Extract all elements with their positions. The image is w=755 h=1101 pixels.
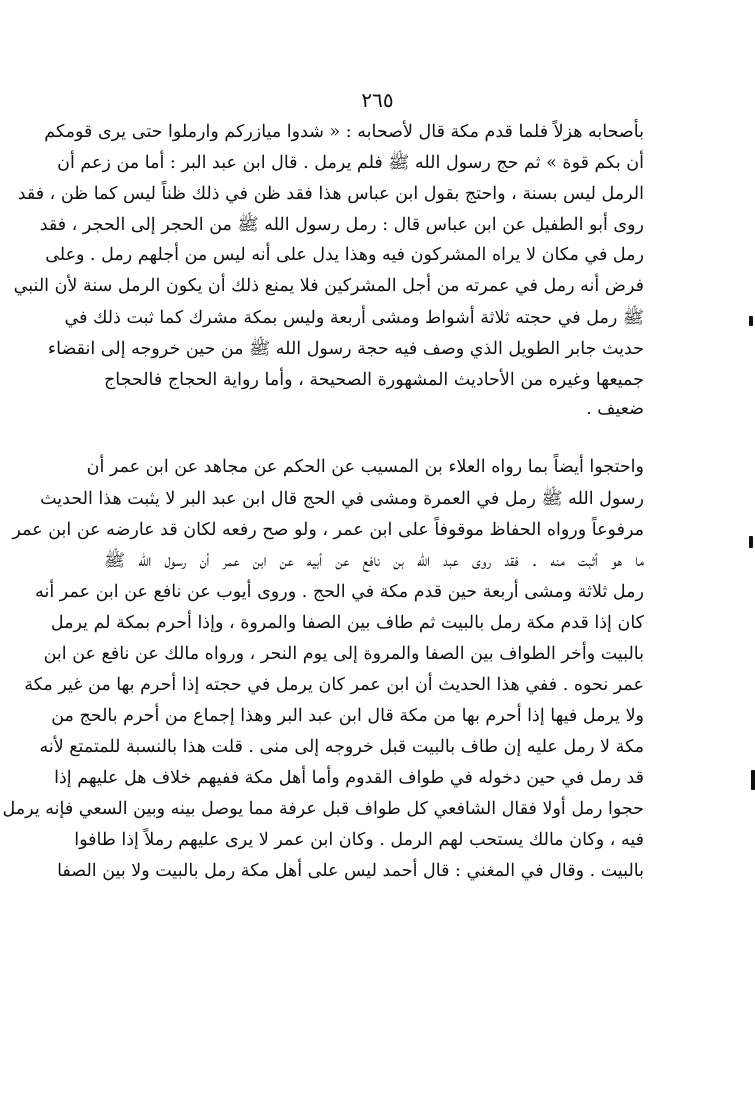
text-line: بأصحابه هزلاً فلما قدم مكة قال لأصحابه : « شدوا ميازركم وارملوا حتى يرى قومكم	[44, 122, 644, 142]
text-line: حجوا رمل أولا فقال الشافعي كل طواف قبل عرفة مما يوصل بينه وبين السعي فإنه يرمل	[2, 799, 644, 819]
text-line: حديث جابر الطويل الذي وصف فيه حجة رسول الله ﷺ من حين خروجه إلى انقضاء	[47, 339, 644, 359]
page-number: ٢٦٥	[361, 88, 394, 112]
text-line: أن بكم قوة » ثم حج رسول الله ﷺ فلم يرمل . قال ابن عبد البر : أما من زعم أن	[57, 153, 644, 173]
text-line: رمل ثلاثة ومشى أربعة حين قدم مكة في الحج . وروى أيوب عن نافع عن ابن عمر أنه	[35, 582, 644, 602]
text-line: بالبيت وأخر الطواف بين الصفا والمروة إلى يوم النحر ، ورواه مالك عن نافع عن ابن	[43, 644, 644, 664]
text-line: عمر نحوه . ففي هذا الحديث أن ابن عمر كان يرمل في حجته إذا أحرم بها من غير مكة	[24, 675, 644, 695]
margin-mark	[749, 316, 753, 326]
text-line: ضعيف .	[586, 399, 644, 419]
text-line: ﷺ رمل في حجته ثلاثة أشواط ومشى أربعة وليس بمكة مشرك كما ثبت ذلك في	[64, 308, 644, 328]
text-line: الرمل ليس بسنة ، واحتج بقول ابن عباس هذا فقد ظن في ذلك ظناً ليس كما ظن ، فقد	[17, 184, 644, 204]
text-line: رسول الله ﷺ رمل في العمرة ومشى في الحج قال ابن عبد البر لا يثبت هذا الحديث	[40, 489, 644, 509]
text-line: جميعها وغيره من الأحاديث المشهورة الصحيحة ، وأما رواية الحجاج فالحجاج	[104, 370, 644, 390]
text-line: ما هو أثبت منه . فقد روى عبد الله بن نافع عن أبيه عن ابن عمر أن رسول الله ﷺ	[104, 551, 644, 571]
margin-mark	[749, 536, 753, 548]
text-line: واحتجوا أيضاً بما رواه العلاء بن المسيب عن الحكم عن مجاهد عن ابن عمر أن	[86, 457, 644, 477]
text-line: رمل في مكان لا يراه المشركون فيه وهذا يدل على أنه ليس من أجلهم رمل . وعلى	[45, 245, 644, 265]
text-line: بالبيت . وقال في المغني : قال أحمد ليس على أهل مكة رمل بالبيت ولا بين الصفا	[57, 861, 644, 881]
margin-mark	[751, 770, 755, 790]
text-line: ولا يرمل فيها إذا أحرم بها من مكة قال ابن عبد البر وهذا إجماع من أحرم بالحج من	[51, 706, 644, 726]
text-line: قد رمل في حين دخوله في طواف القدوم وأما أهل مكة ففيهم خلاف هل عليهم إذا	[54, 768, 644, 788]
text-line: فيه ، وكان مالك يستحب لهم الرمل . وكان ابن عمر لا يرى عليهم رملاً إذا طافوا	[74, 830, 644, 850]
text-line: روى أبو الطفيل عن ابن عباس قال : رمل رسول الله ﷺ من الحجر إلى الحجر ، فقد	[39, 215, 644, 235]
text-line: مرفوعاً ورواه الحفاظ موقوفاً على ابن عمر ، ولو صح رفعه لكان قد عارضه عن ابن عمر	[12, 520, 644, 540]
text-line: فرض أنه رمل في عمرته من أجل المشركين فلا يمنع ذلك أن يكون الرمل سنة لأن النبي	[13, 276, 644, 296]
text-line: كان إذا قدم مكة رمل بالبيت ثم طاف بين الصفا والمروة ، وإذا أحرم بمكة لم يرمل	[50, 613, 644, 633]
text-line: مكة لا رمل عليه إن طاف بالبيت قبل خروجه إلى منى . قلت هذا بالنسبة للمتمتع لأنه	[39, 737, 644, 757]
